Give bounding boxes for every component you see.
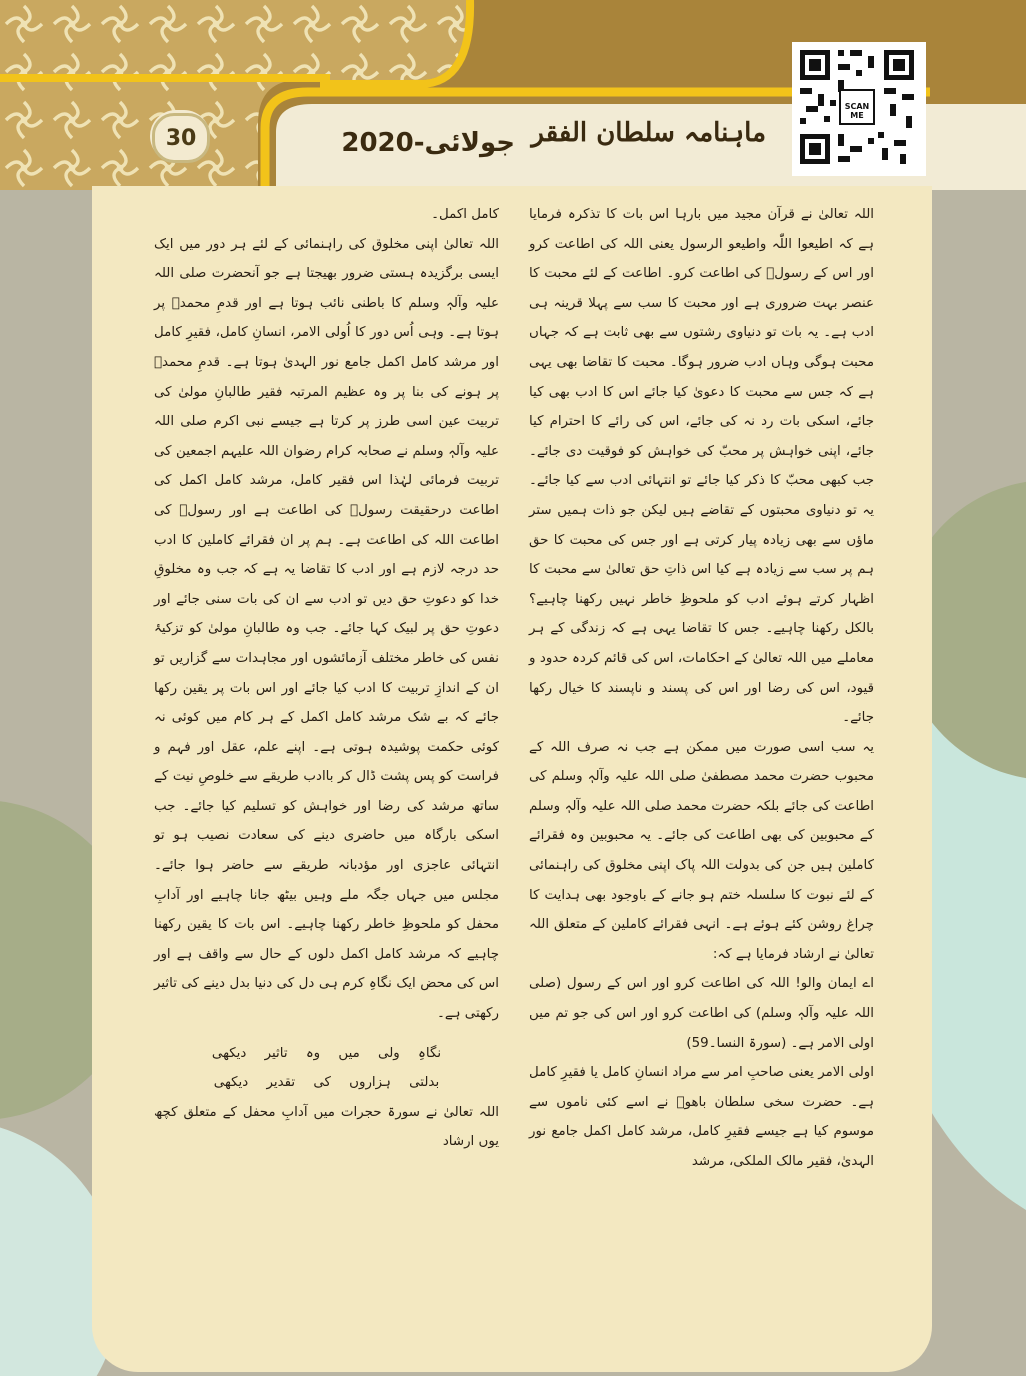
qr-scan-label: SCAN ME (844, 102, 870, 120)
paragraph: یہ سب اسی صورت میں ممکن ہے جب نہ صرف اللہ کے محبوب حضرت محمد مصطفیٰ صلی اللہ علیہ وآلہٖ وسلم کی اطاعت کی جائے بلکہ حضرت محمد صلی اللہ علیہ وآلہٖ وسلم کے محبوبین کی بھی اطاعت کی جائے۔ یہ محبوبین وہ فقرائے کاملین ہیں جن کی بدولت اللہ پاک اپنی مخلوق کی راہنمائی کے لئے نبوت کا سلسلہ ختم ہو جانے کے باوجود بھی ہدایت کا چراغ روشن کئے ہوئے ہے۔ انہی فقرائے کاملین کے متعلق اللہ تعالیٰ نے ارشاد فرمایا ہے کہ: (529, 739, 874, 962)
qr-code[interactable] (792, 42, 926, 176)
couplet-line-1: نگاہِ ولی میں وہ تاثیر دیکھی (211, 1045, 442, 1061)
page-header (0, 0, 1026, 190)
quran-translation: اے ایمان والو! اللہ کی اطاعت کرو اور اس کے رسول (صلی اللہ علیہ وآلہٖ وسلم) کی اطاعت کرو اور اس کی جو تم میں اولی الامر ہے۔ (سورۃ النسا۔59) (529, 976, 874, 1051)
couplet-line-2: بدلتی ہزاروں کی تقدیر دیکھی (213, 1075, 440, 1091)
article-column-left (154, 200, 499, 1157)
paragraph: کامل اکمل۔ (431, 207, 499, 222)
article-column-right (529, 200, 874, 1177)
paragraph: اللہ تعالیٰ نے قرآن مجید میں بارہا اس بات کا تذکرہ فرمایا ہے کہ اطیعوا اللّٰہ واطیعو الرسول یعنی اللہ کی اطاعت کرو اور اس کے رسولؐ کی اطاعت کرو۔ اطاعت کے لئے محبت کا عنصر بہت ضروری ہے اور محبت کا سب سے پہلا قرینہ ہی ادب ہے۔ یہ بات تو دنیاوی رشتوں سے بھی ثابت ہے کہ جہاں محبت ہوگی وہاں ادب ضرور ہوگا۔ محبت کا تقاضا بھی یہی ہے کہ جس سے محبت کا دعویٰ کیا جائے اس کا ادب بھی کیا جائے، اسکی بات رد نہ کی جائے، اس کی رائے کا احترام کیا جائے، اپنی خواہش پر محبّ کی خواہش کو فوقیت دی جائے۔ جب کبھی محبّ کا ذکر کیا جائے تو انتہائی ادب سے کیا جائے۔ یہ تو دنیاوی محبتوں کے تقاضے ہیں لیکن جو ذات ہمیں ستر ماؤں سے بھی زیادہ پیار کرتی ہے اور جس کی محبت کا حق ہم پر سب سے زیادہ ہے کیا اس ذاتِ حق تعالیٰ سے محبت کا اظہار کرتے ہوئے ادب کو ملحوظِ خاطر نہیں رکھنا چاہیے؟ بالکل رکھنا چاہیے۔ جس کا تقاضا یہی ہے کہ زندگی کے ہر معاملے میں اللہ تعالیٰ کے احکامات، اس کی قائم کردہ حدود و قیود، اس کی رضا اور اس کی پسند و ناپسند کا خیال رکھا جائے۔ (529, 207, 874, 726)
magazine-logo: ماہنامہ سلطان الفقر (531, 118, 766, 148)
paragraph: اولی الامر یعنی صاحبِ امر سے مراد انسانِ کامل یا فقیرِ کامل ہے۔ حضرت سخی سلطان باھوؒ نے اسے کئی ناموں سے موسوم کیا ہے جیسے فقیرِ کامل، مرشد کامل اکمل جامع نور الہدیٰ، فقیر مالک الملکی، مرشد (529, 1065, 874, 1169)
paragraph: اللہ تعالیٰ اپنی مخلوق کی راہنمائی کے لئے ہر دور میں ایک ایسی برگزیدہ ہستی ضرور بھیجتا ہے جو آنحضرت صلی اللہ علیہ وآلہٖ وسلم کا باطنی نائب ہوتا ہے اور قدمِ محمدؐ پر ہوتا ہے۔ وہی اُس دور کا اُولی الامر، انسانِ کامل، فقیرِ کامل اور مرشد کامل اکمل جامع نور الہدیٰ ہوتا ہے۔ قدمِ محمدؐ پر ہونے کی بنا پر وہ عظیم المرتبہ فقیر طالبانِ مولیٰ کی تربیت عین اسی طرز پر کرتا ہے جیسے نبی اکرم صلی اللہ علیہ وآلہٖ وسلم نے صحابہ کرام رضوان اللہ علیہم اجمعین کی تربیت فرمائی لہٰذا اس فقیر کامل، مرشد کامل اکمل کی اطاعت درحقیقت رسولؐ کی اطاعت ہے اور رسولؐ کی اطاعت اللہ کی اطاعت ہے۔ ہم پر ان فقرائے کاملین کا ادب حد درجہ لازم ہے اور ادب کا تقاضا یہ ہے کہ جب وہ مخلوقِ خدا کو دعوتِ حق دیں تو ادب سے ان کی بات سنی جائے اور دعوتِ حق پر لبیک کہا جائے۔ جب وہ طالبانِ مولیٰ کو تزکیۂ نفس کی خاطر مختلف آزمائشوں اور مجاہدات سے گزاریں تو ان کے اندازِ تربیت کا ادب کیا جائے اور اس بات پر یقین رکھا جائے کہ بے شک مرشد کامل اکمل کے ہر کام میں کوئی نہ کوئی حکمت پوشیدہ ہوتی ہے۔ اپنے علم، عقل اور فہم و فراست کو پس پشت ڈال کر باادب طریقے سے خلوصِ نیت کے ساتھ مرشد کی رضا اور خواہش کو تسلیم کیا جائے۔ جب اسکی بارگاہ میں حاضری دینے کی سعادت نصیب ہو تو انتہائی عاجزی اور مؤدبانہ طریقے سے حاضر ہوا جائے۔ مجلس میں جہاں جگہ ملے وہیں بیٹھ جانا چاہیے اور آدابِ محفل کو ملحوظِ خاطر رکھنا چاہیے۔ اس بات کا یقین رکھنا چاہیے کہ مرشد کامل اکمل دلوں کے حال سے واقف ہے اور اس کی محض ایک نگاہِ کرم ہی دل کی دنیا بدل دینے کی تاثیر رکھتی ہے۔ (154, 236, 499, 1022)
page-number: 30 (152, 113, 210, 163)
closing-line: اللہ تعالیٰ نے سورۃ حجرات میں آدابِ محفل کے متعلق کچھ یوں ارشاد (154, 1104, 499, 1150)
issue-date: جولائی-2020 (341, 128, 515, 158)
